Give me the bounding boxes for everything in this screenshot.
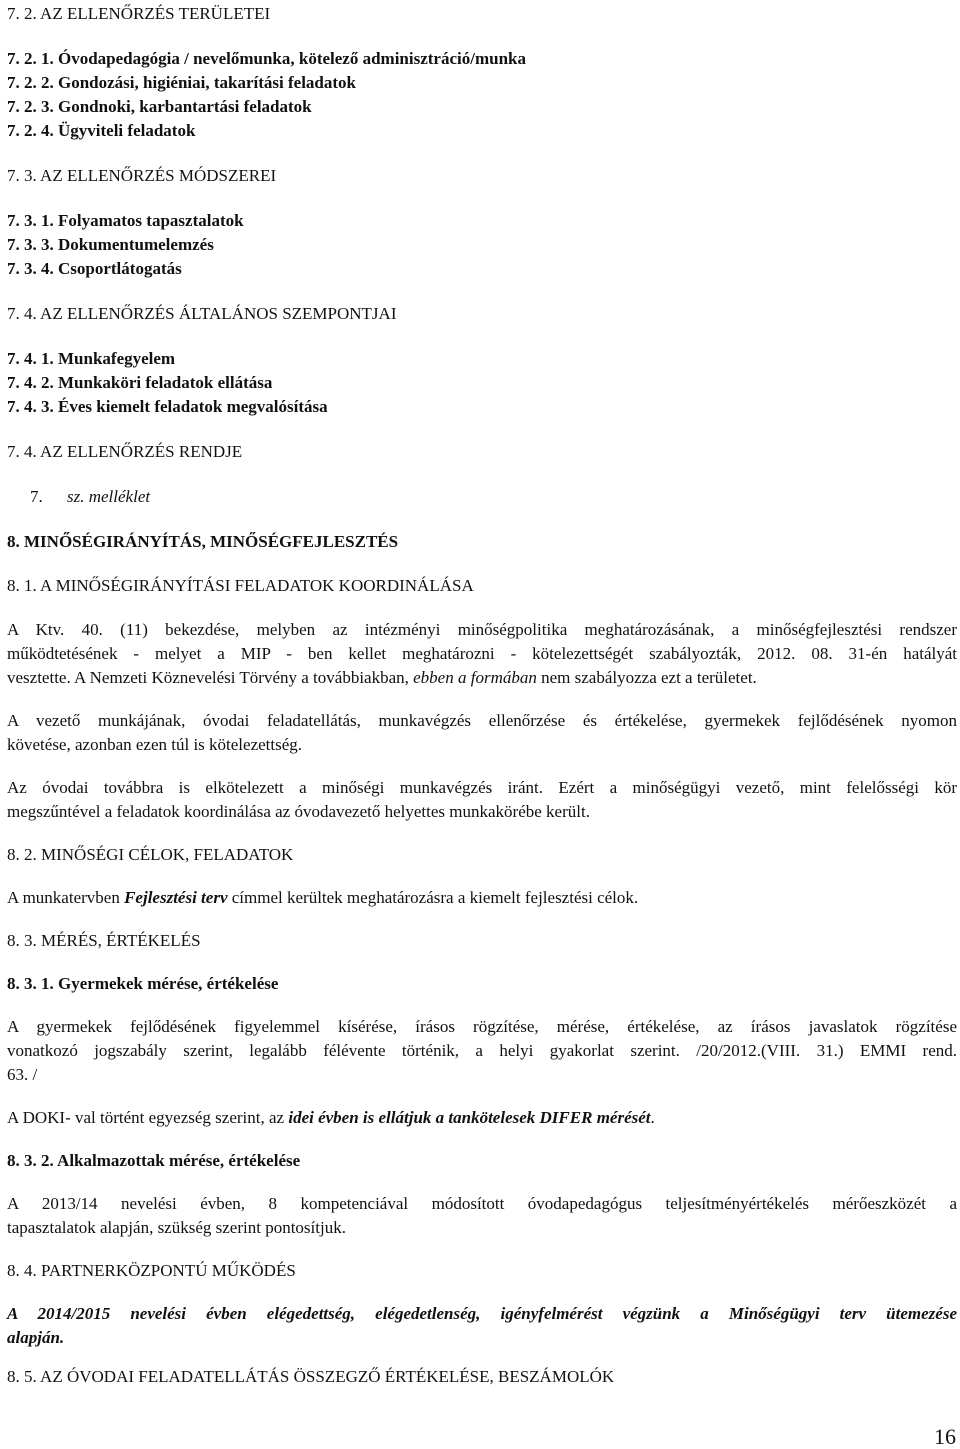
paragraph-line: 63. / — [7, 1065, 38, 1084]
paragraph-partner — [7, 1302, 957, 1350]
paragraph-line: A 2013/14 nevelési évben, 8 kompetenciával módosított óvodapedagógus teljesítményértékelés mérőeszközét a — [7, 1194, 957, 1213]
page-number: 16 — [934, 1424, 956, 1449]
annex-reference — [7, 485, 957, 509]
subheading-7-4-3: 7. 4. 3. Éves kiemelt feladatok megvalósítása — [7, 397, 328, 416]
heading-8: 8. MINŐSÉGIRÁNYÍTÁS, MINŐSÉGFEJLESZTÉS — [7, 532, 399, 551]
heading-8-1: 8. 1. A MINŐSÉGIRÁNYÍTÁSI FELADATOK KOORDINÁLÁSA — [7, 576, 474, 595]
paragraph-line: vonatkozó jogszabály szerint, legalább félévente történik, a helyi gyakorlat szerint. /20/2012.(VIII. 31.) EMMI rend. — [7, 1041, 957, 1060]
subheading-7-2-1: 7. 2. 1. Óvodapedagógia / nevelőmunka, kötelező adminisztráció/munka — [7, 49, 526, 68]
text-run: A munkatervben — [7, 888, 125, 907]
annex-number: 7. — [30, 487, 43, 506]
heading-8-3: 8. 3. MÉRÉS, ÉRTÉKELÉS — [7, 931, 201, 950]
subheading-7-3-3: 7. 3. 3. Dokumentumelemzés — [7, 235, 214, 254]
paragraph-line: Az óvodai továbbra is elkötelezett a minőségi munkavégzés iránt. Ezért a minőségügyi vezető, mint felelősségi kör — [7, 778, 957, 797]
paragraph-doki — [7, 1106, 957, 1130]
bold-italic-run: Fejlesztési terv — [124, 888, 228, 907]
subheading-7-2-4: 7. 2. 4. Ügyviteli feladatok — [7, 121, 196, 140]
paragraph-line: megszűntével a feladatok koordinálása az óvodavezető helyettes munkakörébe került. — [7, 802, 590, 821]
paragraph-line: A vezető munkájának, óvodai feladatellátás, munkavégzés ellenőrzése és értékelése, gyermekek fejlődésének nyomon — [7, 711, 957, 730]
subheading-7-2-2: 7. 2. 2. Gondozási, higiéniai, takarítási feladatok — [7, 73, 356, 92]
text-run: vesztette. A Nemzeti Köznevelési Törvény a továbbiakban, — [7, 668, 414, 687]
heading-8-2: 8. 2. MINŐSÉGI CÉLOK, FELADATOK — [7, 845, 294, 864]
text-run: címmel kerültek meghatározásra a kiemelt fejlesztési célok. — [227, 888, 639, 907]
heading-7-3: 7. 3. AZ ELLENŐRZÉS MÓDSZEREI — [7, 166, 277, 185]
paragraph-line: alapján. — [7, 1328, 65, 1347]
bold-italic-run: idei évben is ellátjuk a tankötelesek DIFER mérését — [288, 1108, 651, 1127]
paragraph-line: A 2014/2015 nevelési évben elégedettség, elégedetlenség, igényfelmérést végzünk a Minőségügyi terv ütemezése — [7, 1304, 957, 1323]
paragraph-ovodai — [7, 776, 957, 824]
subheading-7-3-1: 7. 3. 1. Folyamatos tapasztalatok — [7, 211, 244, 230]
heading-7-4: 7. 4. AZ ELLENŐRZÉS ÁLTALÁNOS SZEMPONTJAI — [7, 304, 397, 323]
paragraph-vezeto — [7, 709, 957, 757]
paragraph-line: követése, azonban ezen túl is kötelezettség. — [7, 735, 303, 754]
document-page — [7, 2, 957, 1389]
paragraph-line: A Ktv. 40. (11) bekezdése, melyben az intézményi minőségpolitika meghatározásának, a minőségfejlesztési rendszer — [7, 620, 957, 639]
subheading-7-2-3: 7. 2. 3. Gondnoki, karbantartási feladatok — [7, 97, 312, 116]
text-run: A DOKI- val történt egyezség szerint, az — [7, 1108, 289, 1127]
paragraph-line: működtetésének - melyet a MIP - ben kellet meghatározni - kötelezettségét szabályozták, 2012. 08. 31-én hatályát — [7, 644, 957, 663]
annex-label: sz. melléklet — [67, 487, 151, 506]
subheading-7-4-1: 7. 4. 1. Munkafegyelem — [7, 349, 176, 368]
paragraph-ktv — [7, 618, 957, 690]
subheading-8-3-1: 8. 3. 1. Gyermekek mérése, értékelése — [7, 974, 279, 993]
text-run: nem szabályozza ezt a területet. — [536, 668, 757, 687]
text-run: . — [650, 1108, 655, 1127]
italic-run: ebben a formában — [413, 668, 537, 687]
heading-7-4-rendje: 7. 4. AZ ELLENŐRZÉS RENDJE — [7, 442, 243, 461]
paragraph-line: A gyermekek fejlődésének figyelemmel kísérése, írásos rögzítése, mérése, értékelése, az írásos javaslatok rögzítése — [7, 1017, 957, 1036]
heading-7-2: 7. 2. AZ ELLENŐRZÉS TERÜLETEI — [7, 4, 271, 23]
subheading-8-3-2: 8. 3. 2. Alkalmazottak mérése, értékelése — [7, 1151, 301, 1170]
paragraph-alkalmazottak — [7, 1192, 957, 1240]
heading-8-5: 8. 5. AZ ÓVODAI FELADATELLÁTÁS ÖSSZEGZŐ ÉRTÉKELÉSE, BESZÁMOLÓK — [7, 1367, 615, 1386]
heading-8-4: 8. 4. PARTNERKÖZPONTÚ MŰKÖDÉS — [7, 1261, 296, 1280]
subheading-7-3-4: 7. 3. 4. Csoportlátogatás — [7, 259, 182, 278]
subheading-7-4-2: 7. 4. 2. Munkaköri feladatok ellátása — [7, 373, 273, 392]
paragraph-munkaterv — [7, 886, 957, 910]
paragraph-line: tapasztalatok alapján, szükség szerint pontosítjuk. — [7, 1218, 346, 1237]
paragraph-line — [7, 666, 957, 690]
paragraph-gyermekek — [7, 1015, 957, 1087]
